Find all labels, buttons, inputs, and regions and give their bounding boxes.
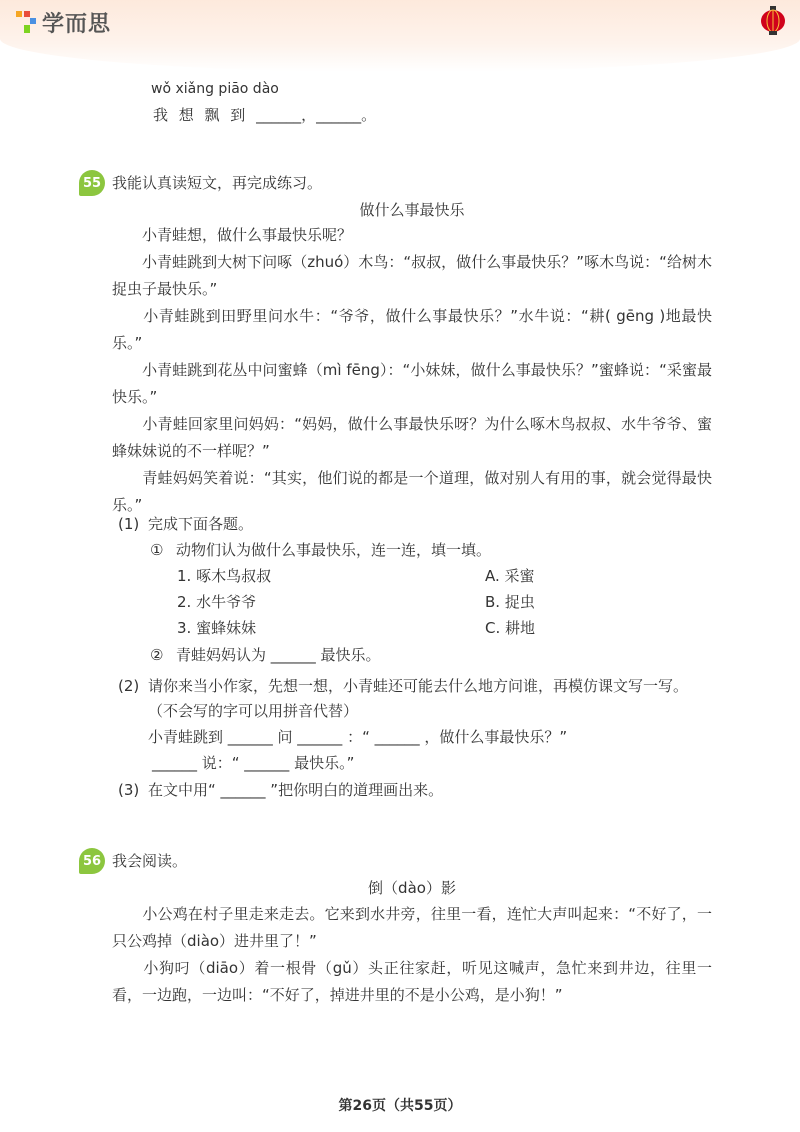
q55-part2-text: 请你来当小作家，先想一想，小青蛙还可能去什么地方问谁，再模仿课文写一写。: [148, 677, 689, 695]
q56-paragraph: 小公鸡在村子里走来走去。它来到水井旁，往里一看，连忙大声叫起来：“不好了，一只公鸡掉（diào）进井里了！”: [112, 905, 712, 950]
lantern-icon: [760, 6, 786, 36]
q55-paragraph: 小青蛙跳到大树下问啄（zhuó）木鸟：“叔叔，做什么事最快乐？”啄木鸟说：“给树木捉虫子最快乐。”: [112, 253, 712, 298]
match-right-item: C. 耕地: [485, 619, 536, 637]
page-header: [0, 0, 800, 72]
fill-in-line: 我 想 飘 到 ______，______。: [153, 106, 377, 124]
pinyin-line: wǒ xiǎng piāo dào: [151, 81, 279, 97]
match-left-item: 2. 水牛爷爷: [177, 593, 257, 611]
match-left-item: 3. 蜜蜂妹妹: [177, 619, 257, 637]
logo: [16, 8, 111, 36]
logo-text: 学而思: [42, 11, 112, 37]
q55-part2-note: （不会写的字可以用拼音代替）: [148, 702, 359, 720]
q55-part2-line1: 小青蛙跳到 ______ 问 ______ ：“ ______ ，做什么事最快乐？”: [148, 728, 568, 746]
q55-sub2-label: ②: [150, 646, 164, 664]
q55-paragraph: 小青蛙回家里问妈妈：“妈妈，做什么事最快乐呀？为什么啄木鸟叔叔、水牛爷爷、蜜蜂妹妹说的不一样呢？”: [112, 415, 712, 460]
q55-passage-title: 做什么事最快乐: [359, 201, 465, 219]
page-footer: 第26页（共55页）: [338, 1098, 462, 1114]
question-number-55: 55: [79, 170, 105, 196]
q56-instruction: 我会阅读。: [112, 852, 188, 870]
q55-part3-label: (3): [118, 781, 140, 799]
match-left-item: 1. 啄木鸟叔叔: [177, 567, 272, 585]
q55-sub1-text: 动物们认为做什么事最快乐，连一连，填一填。: [176, 541, 492, 559]
q55-sub2-text: 青蛙妈妈认为 ______ 最快乐。: [176, 646, 381, 664]
q56-passage: [112, 901, 712, 1009]
q55-paragraph: 小青蛙跳到花丛中问蜜蜂（mì fēng）：“小妹妹，做什么事最快乐？”蜜蜂说：“采蜜最快乐。”: [112, 361, 712, 406]
q56-paragraph: 小狗叼（diāo）着一根骨（gǔ）头正往家赶，听见这喊声，急忙来到井边，往里一看，一边跑，一边叫：“不好了，掉进井里的不是小公鸡，是小狗！”: [112, 959, 712, 1004]
q56-passage-title: 倒（dào）影: [368, 879, 456, 897]
q55-part1-text: 完成下面各题。: [148, 515, 254, 533]
q55-paragraph: 青蛙妈妈笑着说：“其实，他们说的都是一个道理，做对别人有用的事，就会觉得最快乐。”: [112, 469, 712, 514]
logo-mark-icon: [16, 9, 38, 35]
q55-part1-label: (1): [118, 515, 140, 533]
q55-passage: [112, 222, 712, 519]
match-right-item: B. 捉虫: [485, 593, 535, 611]
q55-part2-label: (2): [118, 677, 140, 695]
question-number-56: 56: [79, 848, 105, 874]
q55-paragraph: 小青蛙跳到田野里问水牛：“爷爷，做什么事最快乐？”水牛说：“耕( gēng )地最快乐。”: [112, 307, 712, 352]
q55-instruction: 我能认真读短文，再完成练习。: [112, 174, 323, 192]
match-right-item: A. 采蜜: [485, 567, 535, 585]
q55-paragraph: 小青蛙想，做什么事最快乐呢？: [112, 226, 353, 244]
q55-part3-text: 在文中用“ ______ ”把你明白的道理画出来。: [148, 781, 444, 799]
q55-part2-line2: ______ 说：“ ______ 最快乐。”: [152, 754, 355, 772]
q55-sub1-label: ①: [150, 541, 164, 559]
